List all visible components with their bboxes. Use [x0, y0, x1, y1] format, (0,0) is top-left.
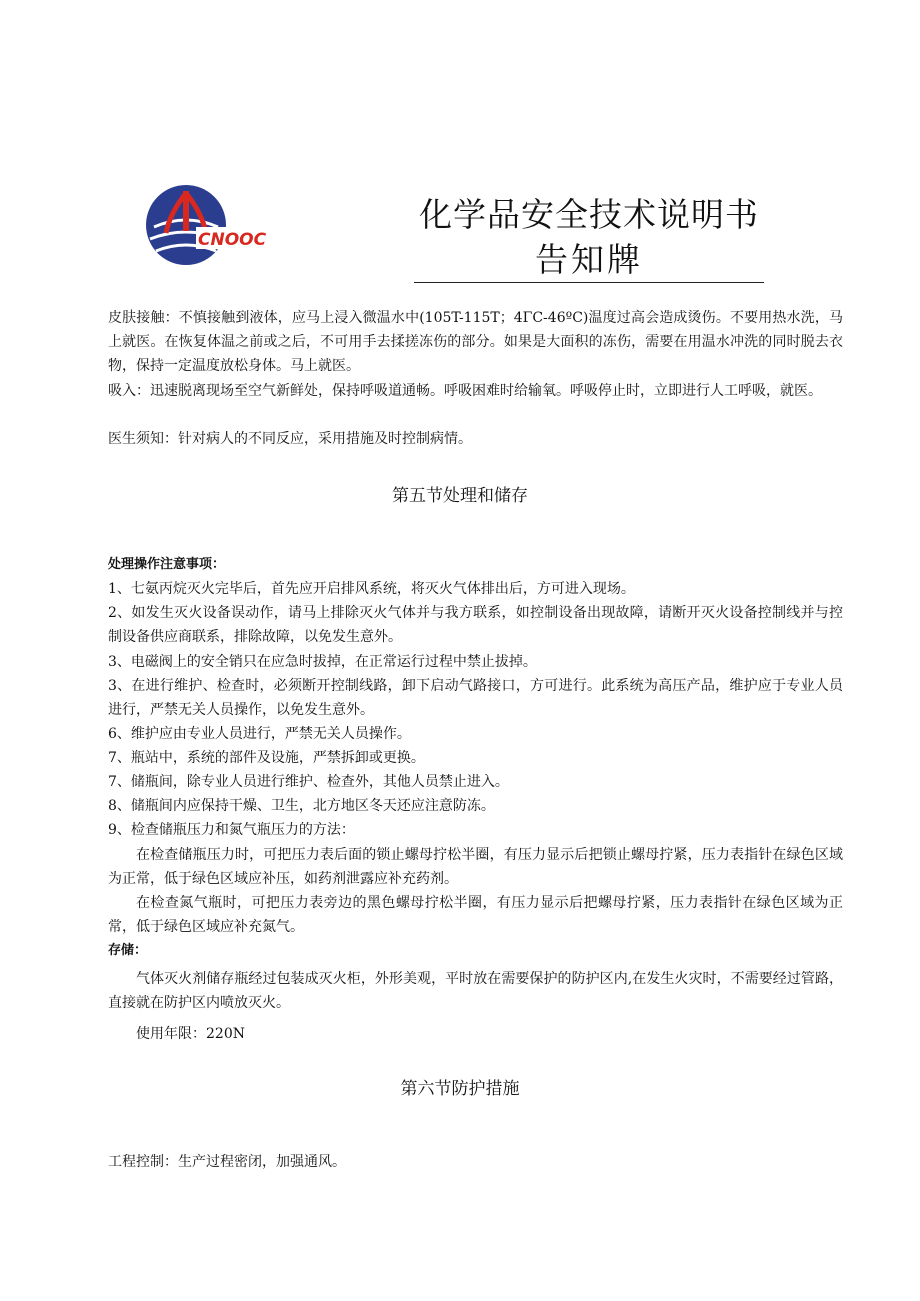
title-line-1: 化学品安全技术说明书: [419, 195, 759, 234]
skin-contact-text: 皮肤接触：不慎接触到液体，应马上浸入微温水中(105T-115T；4ΓC-46ºC)温度过高会造成烫伤。不要用热水洗，马上就医。在恢复体温之前或之后，不可用手去揉搓冻伤的部分。如果是大面积的冻伤，需要在用温水冲洗的同时脱去衣物，保持一定温度放松身体。马上就医。: [108, 310, 843, 374]
document-title: [414, 192, 764, 282]
handling-label: 处理操作注意事项：: [108, 557, 226, 572]
list-item: 6、维护应由专业人员进行，严禁无关人员操作。: [108, 726, 411, 742]
list-item: 7、瓶站中，系统的部件及设施，严禁拆卸或更换。: [108, 750, 425, 766]
service-life-text: 使用年限：220N: [136, 1026, 245, 1042]
list-item: 9、检查储瓶压力和氮气瓶压力的方法：: [108, 822, 355, 838]
list-item: 8、储瓶间内应保持干燥、卫生，北方地区冬天还应注意防冻。: [108, 798, 495, 814]
storage-text: 气体灭火剂储存瓶经过包装成灭火柜，外形美观，平时放在需要保护的防护区内,在发生火灾时，不需要经过管路，直接就在防护区内喷放灭火。: [108, 971, 843, 1011]
list-item: 2、如发生灭火设备误动作，请马上排除灭火气体并与我方联系，如控制设备出现故障，请断开灭火设备控制线并与控制设备供应商联系，排除故障，以免发生意外。: [108, 605, 843, 645]
list-item: 7、储瓶间，除专业人员进行维护、检查外，其他人员禁止进入。: [108, 774, 509, 790]
company-logo: [140, 183, 267, 267]
inhalation-text: 吸入：迅速脱离现场至空气新鲜处，保持呼吸道通畅。呼吸困难时给输氧。呼吸停止时，立即进行人工呼吸，就医。: [108, 383, 822, 399]
logo-text: CNOOC: [198, 230, 267, 250]
section-6-heading: 第六节防护措施: [400, 1079, 520, 1099]
title-line-2: 告知牌: [535, 240, 643, 279]
doctor-note-text: 医生须知：针对病人的不同反应，采用措施及时控制病情。: [108, 431, 472, 447]
section-5-heading: 第五节处理和储存: [392, 486, 528, 506]
list-item: 3、电磁阀上的安全销只在应急时拔掉，在正常运行过程中禁止拔掉。: [108, 654, 537, 670]
list-item: 3、在进行维护、检查时，必须断开控制线路，卸下启动气路接口，方可进行。此系统为高压产品，维护应于专业人员进行，严禁无关人员操作，以免发生意外。: [108, 678, 843, 718]
engineering-control-text: 工程控制：生产过程密闭，加强通风。: [108, 1154, 346, 1170]
nitrogen-cylinder-check-text: 在检查氮气瓶时，可把压力表旁边的黑色螺母拧松半圈，有压力显示后把螺母拧紧，压力表指针在绿色区域为正常，低于绿色区域应补充氮气。: [108, 895, 843, 935]
title-underline: [414, 282, 764, 283]
storage-label: 存储：: [108, 943, 148, 958]
storage-cylinder-check-text: 在检查储瓶压力时，可把压力表后面的锁止螺母拧松半圈，有压力显示后把锁止螺母拧紧，压力表指针在绿色区域为正常，低于绿色区域应补压，如药剂泄露应补充药剂。: [108, 847, 843, 887]
list-item: 1、七氨丙烷灭火完毕后，首先应开启排风系统，将灭火气体排出后，方可进入现场。: [108, 581, 635, 597]
